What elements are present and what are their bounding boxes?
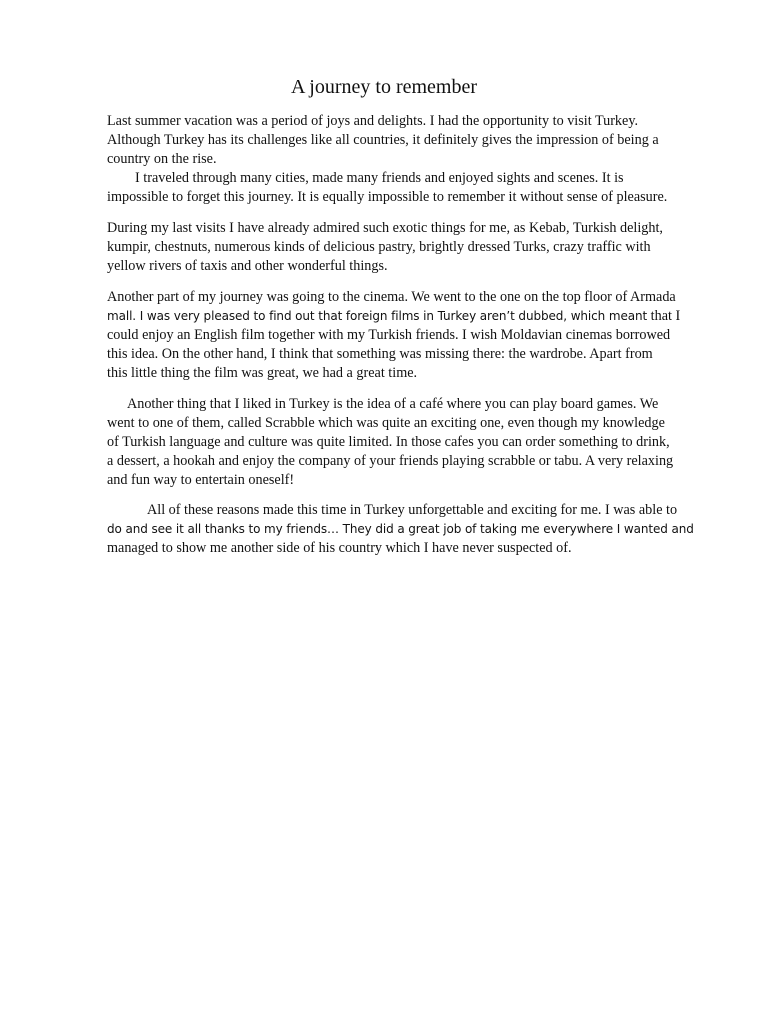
paragraph-5-line-2 <box>107 520 717 539</box>
paragraph-4-line-4: a dessert, a hookah and enjoy the company of your friends playing scrabble or tabu. A very relaxing <box>107 453 674 469</box>
paragraph-4 <box>107 395 717 490</box>
paragraph-3-line-3: could enjoy an English film together with my Turkish friends. I wish Moldavian cinemas borrowed <box>107 327 671 343</box>
paragraph-4-line-1: Another thing that I liked in Turkey is the idea of a café where you can play board games. We <box>127 396 659 412</box>
paragraph-3 <box>107 288 717 383</box>
paragraph-3-line-4: this idea. On the other hand, I think that something was missing there: the wardrobe. Apart from <box>107 346 653 362</box>
paragraph-5-line-1: All of these reasons made this time in Turkey unforgettable and exciting for me. I was able to <box>147 502 678 518</box>
paragraph-5 <box>107 501 717 558</box>
paragraph-3-line-5: this little thing the film was great, we had a great time. <box>107 365 418 381</box>
paragraph-4-line-5: and fun way to entertain oneself! <box>107 472 295 488</box>
paragraph-2 <box>107 219 717 276</box>
paragraph-1-line-3: country on the rise. <box>107 151 217 167</box>
paragraph-5-line-3: managed to show me another side of his country which I have never suspected of. <box>107 540 572 556</box>
paragraph-4-line-3: of Turkish language and culture was quite limited. In those cafes you can order something to drink, <box>107 434 670 450</box>
paragraph-2-line-3: yellow rivers of taxis and other wonderful things. <box>107 258 388 274</box>
paragraph-1-line-1: Last summer vacation was a period of joys and delights. I had the opportunity to visit Turkey. <box>107 113 639 129</box>
paragraph-3-line-2 <box>107 307 717 326</box>
paragraph-1-line-5: impossible to forget this journey. It is equally impossible to remember it without sense of pleasure. <box>107 189 668 205</box>
paragraph-5-line-2-sans: do and see it all thanks to my friends… They did a great job of taking me everywhere I wanted and <box>107 522 694 536</box>
paragraph-4-line-2: went to one of them, called Scrabble which was quite an exciting one, even though my knowledge <box>107 415 665 431</box>
document-title: A journey to remember <box>290 76 478 98</box>
paragraph-2-line-1: During my last visits I have already admired such exotic things for me, as Kebab, Turkish delight, <box>107 220 663 236</box>
paragraph-3-line-2-sans: mall. I was very pleased to find out that foreign films in Turkey aren’t dubbed, which meant <box>107 309 648 323</box>
paragraph-1-line-4: I traveled through many cities, made many friends and enjoyed sights and scenes. It is <box>135 170 624 186</box>
paragraph-3-line-1: Another part of my journey was going to the cinema. We went to the one on the top floor of Armada <box>107 289 676 305</box>
paragraph-2-line-2: kumpir, chestnuts, numerous kinds of delicious pastry, brightly dressed Turks, crazy traffic with <box>107 239 651 255</box>
paragraph-1 <box>107 112 717 207</box>
paragraph-3-line-2-serif: that I <box>647 308 681 324</box>
paragraph-1-line-2: Although Turkey has its challenges like all countries, it definitely gives the impression of being a <box>107 132 659 148</box>
